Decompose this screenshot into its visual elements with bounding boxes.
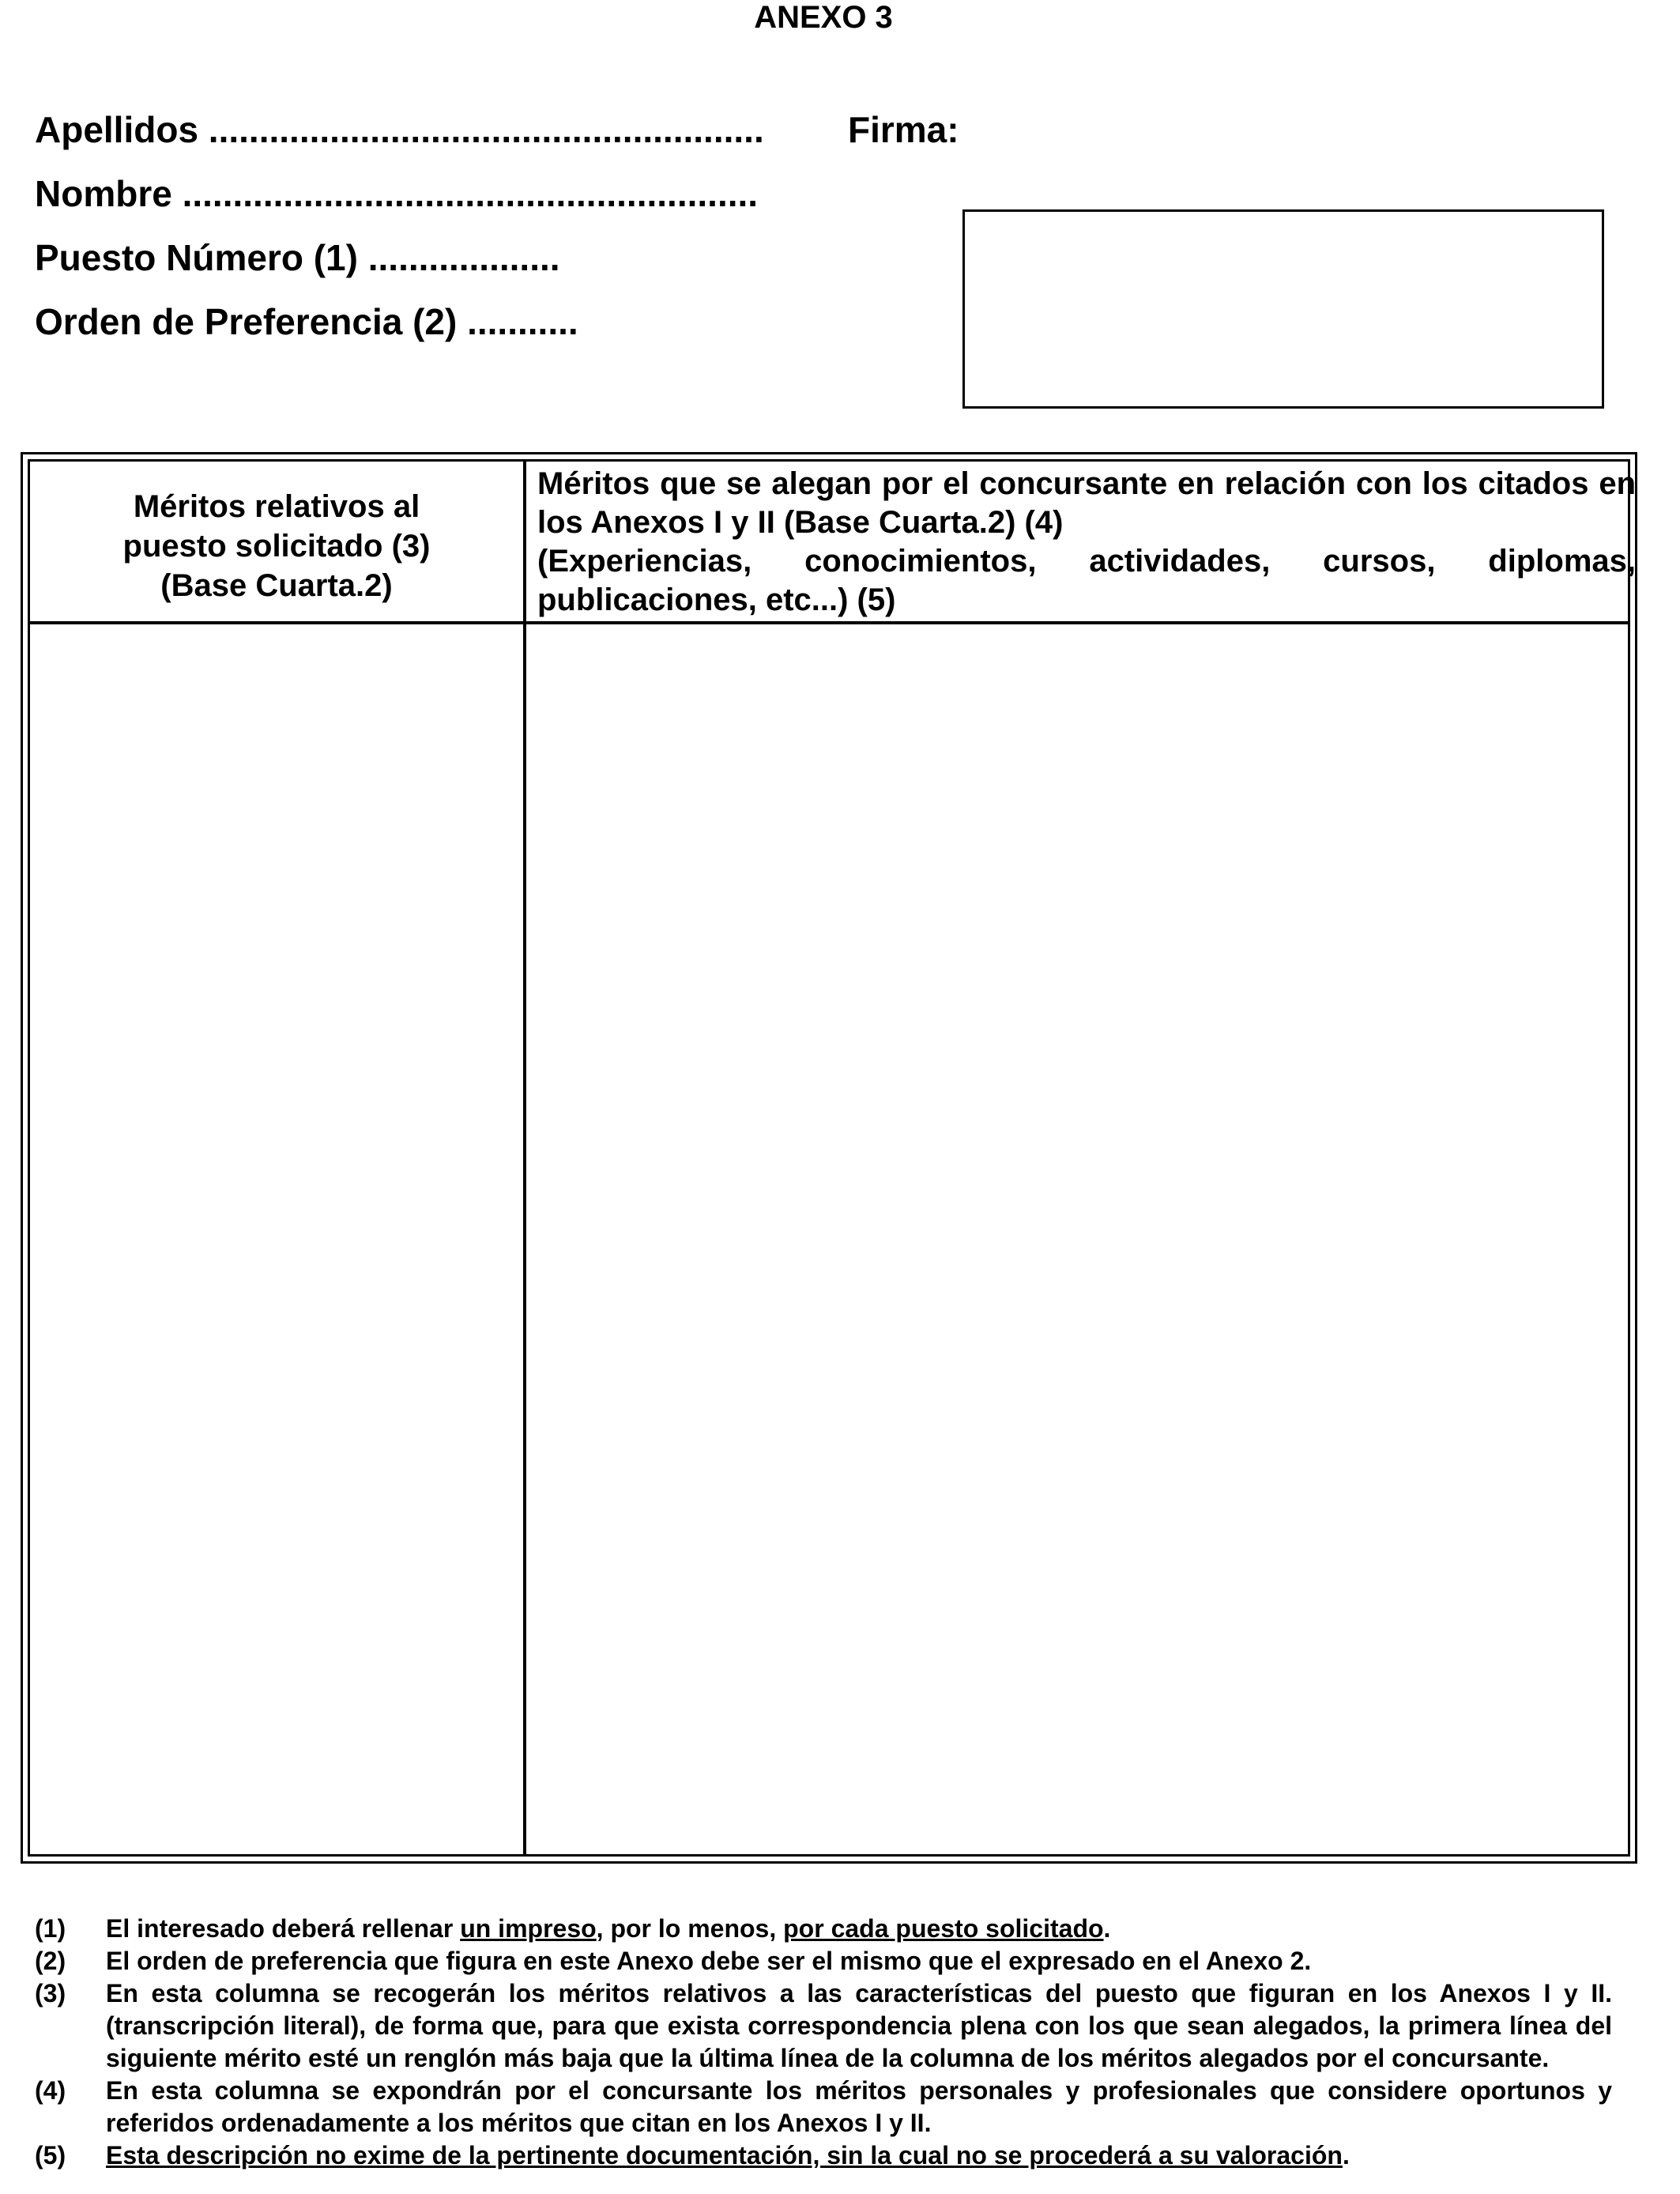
footnote-underlined: un impreso bbox=[460, 1914, 597, 1943]
footnote bbox=[35, 2139, 1612, 2172]
signature-box[interactable] bbox=[962, 209, 1604, 409]
merits-position-cell[interactable] bbox=[30, 624, 523, 1854]
nombre-field[interactable]: Nombre ......................................................... bbox=[35, 173, 759, 214]
footnote-underlined: Esta descripción no exime de la pertinente documentación, sin la cual no se procederá a su valoración bbox=[106, 2141, 1343, 2169]
footnote-text bbox=[106, 2139, 1612, 2172]
footnote-underlined: por cada puesto solicitado bbox=[783, 1914, 1104, 1943]
footnote-text-part: El interesado deberá rellenar bbox=[106, 1914, 461, 1943]
footnote-text-part: . bbox=[1103, 1914, 1111, 1943]
merits-table-inner bbox=[28, 459, 1636, 1857]
header-right-paragraph: (Experiencias, conocimientos, actividades, cursos, diplomas, publicaciones, etc...) (5) bbox=[537, 544, 1636, 617]
firma-label: Firma: bbox=[848, 109, 959, 150]
apellidos-field[interactable]: Apellidos ....................................................... bbox=[35, 109, 764, 150]
puesto-numero-field[interactable]: Puesto Número (1) ................... bbox=[35, 237, 560, 278]
orden-preferencia-field[interactable]: Orden de Preferencia (2) ........... bbox=[35, 301, 578, 342]
footnote-text: En esta columna se expondrán por el concursante los méritos personales y profesionales que considere oportunos y referidos ordenadamente a los méritos que citan en los Anexos I y II. bbox=[106, 2076, 1612, 2137]
footnote bbox=[35, 1913, 1612, 1945]
header-merits-position bbox=[30, 487, 523, 605]
footnote-text-part: . bbox=[1342, 2141, 1350, 2169]
document-title: ANEXO 3 bbox=[754, 0, 893, 35]
footnote-number: (2) bbox=[35, 1947, 66, 1975]
footnote-text: El orden de preferencia que figura en este Anexo debe ser el mismo que el expresado en el Anexo 2. bbox=[106, 1947, 1312, 1975]
header-left-line: Méritos relativos al bbox=[133, 489, 420, 524]
header-merits-alleged bbox=[537, 465, 1636, 620]
footnote-text: En esta columna se recogerán los méritos relativos a las características del puesto que figuran en los Anexos I y II. (transcripción literal), de forma que, para que exista correspondencia plena con los que sean alegados, la primera línea del siguiente mérito esté un renglón más baja que la última línea de la columna de los méritos alegados por el concursante. bbox=[106, 1979, 1612, 2072]
footnote bbox=[35, 1945, 1612, 1977]
header-right-paragraph: Méritos que se alegan por el concursante en relación con los citados en los Anexos I y II (Base Cuarta.2) (4) bbox=[537, 466, 1636, 540]
footnote-number: (5) bbox=[35, 2141, 66, 2169]
header-left-line: (Base Cuarta.2) bbox=[160, 568, 393, 603]
merits-table bbox=[21, 452, 1637, 1864]
footnote-number: (4) bbox=[35, 2076, 66, 2105]
footnote bbox=[35, 1977, 1612, 2075]
footnotes bbox=[35, 1913, 1612, 2172]
header-left-line: puesto solicitado (3) bbox=[122, 529, 431, 564]
footnote bbox=[35, 2075, 1612, 2139]
footnote-text-part: , por lo menos, bbox=[596, 1914, 784, 1943]
merits-alleged-cell[interactable] bbox=[526, 624, 1628, 1854]
footnote-text bbox=[106, 1913, 1612, 1945]
footnote-number: (1) bbox=[35, 1914, 66, 1943]
footnote-number: (3) bbox=[35, 1979, 66, 2007]
